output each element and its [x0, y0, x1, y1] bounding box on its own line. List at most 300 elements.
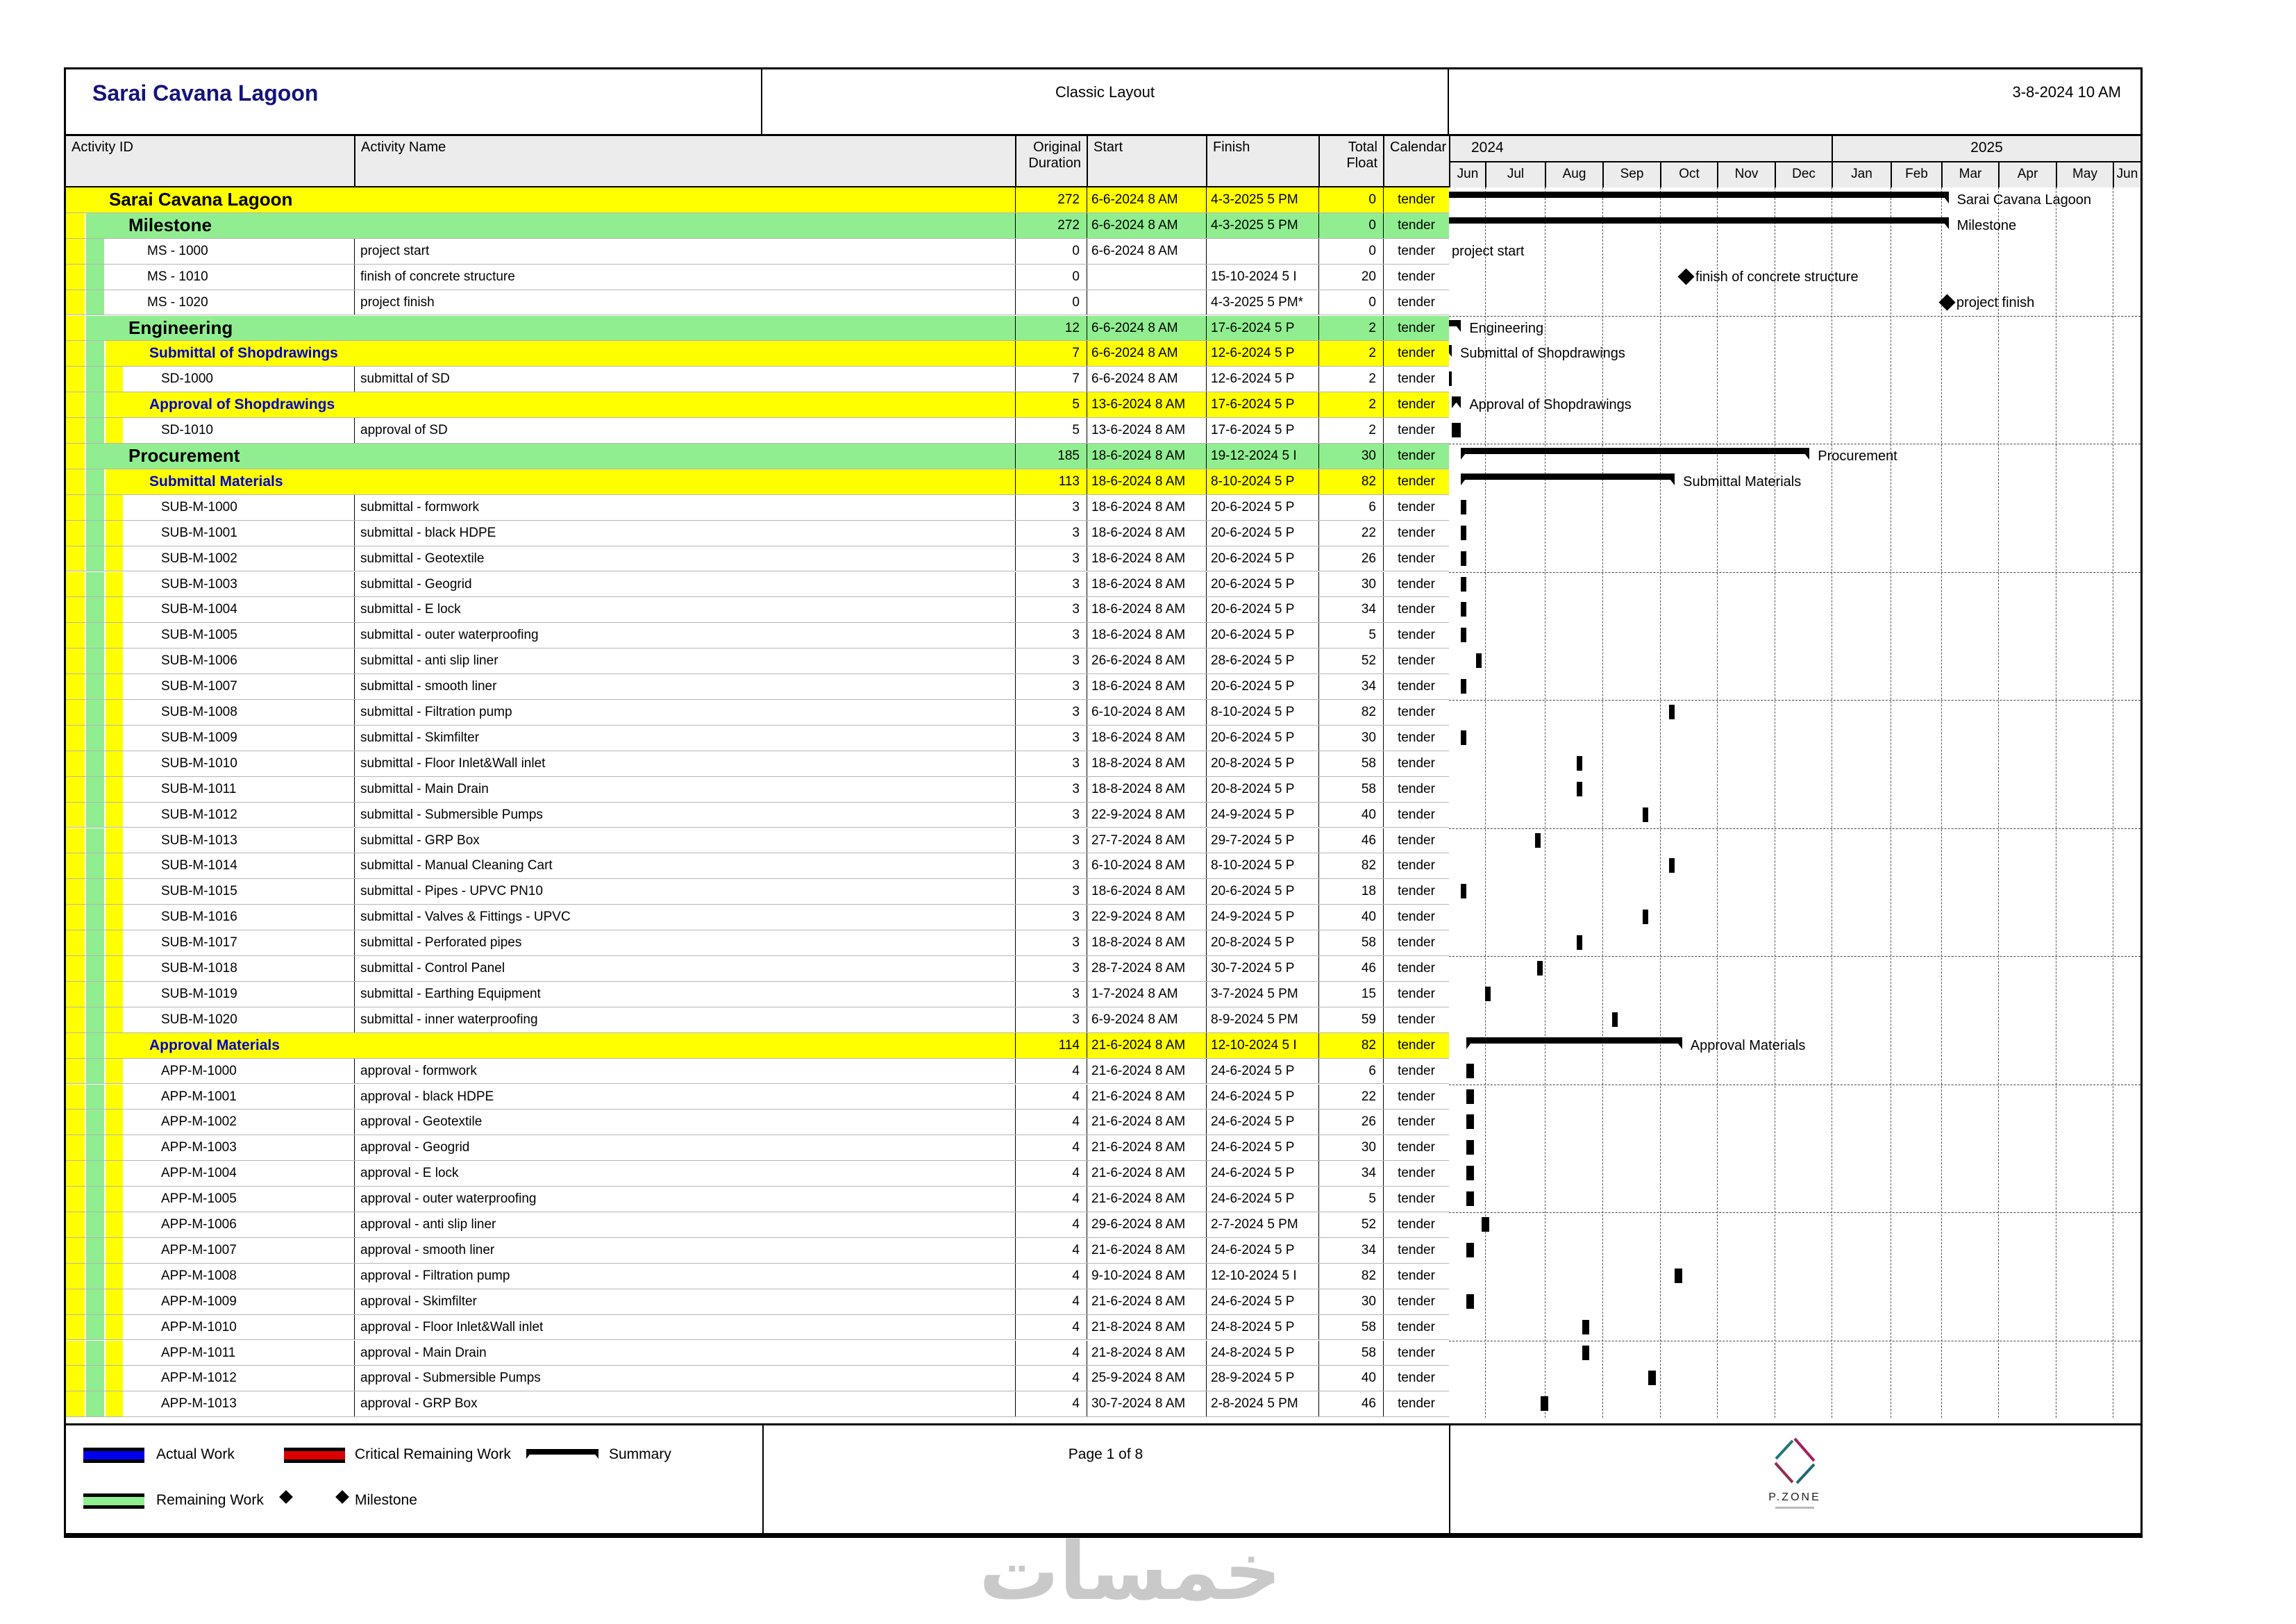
table-row-cells: [66, 1187, 1449, 1212]
cell-finish: 20-6-2024 5 P: [1206, 726, 1318, 751]
cell-start: 21-6-2024 8 AM: [1087, 1110, 1206, 1135]
cell-total-float: 5: [1318, 1187, 1383, 1212]
table-row: [66, 187, 2140, 213]
col-header-finish: Finish: [1206, 136, 1318, 186]
cell-finish: 17-6-2024 5 P: [1206, 418, 1318, 443]
wbs-indent-band: [86, 367, 106, 392]
table-row-cells: [66, 495, 1449, 521]
cell-start: 9-10-2024 8 AM: [1087, 1264, 1206, 1289]
cell-activity-id: SUB-M-1009: [161, 730, 237, 745]
gantt-summary-bar: [1449, 217, 1949, 224]
wbs-indent-band: [106, 495, 124, 520]
timescale-month: Feb: [1891, 161, 1941, 187]
cell-activity-name: submittal - Manual Cleaning Cart: [354, 853, 1015, 878]
table-row-cells: [66, 367, 1449, 392]
wbs-indent-band: [66, 469, 86, 494]
gantt-summary-end-triangle: [1940, 217, 1949, 229]
cell-calendar: tender: [1383, 495, 1449, 520]
gantt-task-bar: [1466, 1089, 1474, 1104]
cell-calendar: tender: [1383, 392, 1449, 417]
gantt-row: [1449, 239, 2140, 265]
cell-activity-name: approval of SD: [354, 418, 1015, 443]
wbs-indent-band: [66, 803, 86, 828]
wbs-indent-band: [66, 495, 86, 520]
gantt-row: [1449, 392, 2140, 418]
cell-calendar: tender: [1383, 1161, 1449, 1186]
cell-total-float: 40: [1318, 1366, 1383, 1391]
gantt-task-bar: [1466, 1140, 1474, 1155]
table-row: [66, 444, 2140, 469]
cell-finish: 20-8-2024 5 P: [1206, 930, 1318, 955]
gantt-row: [1449, 700, 2140, 726]
gantt-task-bar: [1466, 1191, 1474, 1206]
wbs-indent-band: [86, 1161, 106, 1186]
gantt-summary-bar: [1461, 474, 1675, 480]
gantt-row: [1449, 341, 2140, 367]
cell-start: 6-10-2024 8 AM: [1087, 700, 1206, 725]
gantt-row: [1449, 597, 2140, 623]
cell-original-duration: 0: [1015, 239, 1087, 264]
cell-activity-name: submittal - Pipes - UPVC PN10: [354, 879, 1015, 904]
cell-activity-id: SUB-M-1007: [161, 679, 237, 694]
table-row: [66, 1264, 2140, 1289]
cell-start: 18-6-2024 8 AM: [1087, 469, 1206, 494]
cell-finish: 12-10-2024 5 I: [1206, 1264, 1318, 1289]
wbs-indent-band: [66, 853, 86, 878]
cell-original-duration: 3: [1015, 1007, 1087, 1032]
wbs-indent-band: [106, 853, 124, 878]
gantt-row: [1449, 290, 2140, 316]
gantt-row: [1449, 1085, 2140, 1110]
cell-start: 6-6-2024 8 AM: [1087, 316, 1206, 341]
logo-tagline: [1775, 1507, 1814, 1509]
cell-total-float: 40: [1318, 803, 1383, 828]
wbs-indent-band: [66, 239, 86, 264]
cell-activity-id: APP-M-1011: [161, 1345, 236, 1360]
table-row-cells: [66, 572, 1449, 598]
cell-group-name: Submittal Materials: [149, 473, 283, 489]
cell-start: 18-6-2024 8 AM: [1087, 546, 1206, 571]
cell-original-duration: 3: [1015, 674, 1087, 699]
cell-total-float: 30: [1318, 1289, 1383, 1314]
wbs-indent-band: [106, 418, 124, 443]
table-row: [66, 674, 2140, 700]
cell-total-float: 2: [1318, 341, 1383, 366]
table-row: [66, 1110, 2140, 1135]
cell-activity-name: approval - outer waterproofing: [354, 1187, 1015, 1212]
table-row: [66, 1059, 2140, 1085]
gantt-row: [1449, 648, 2140, 674]
table-row: [66, 982, 2140, 1007]
table-row: [66, 726, 2140, 751]
gantt-summary-end-triangle: [1666, 474, 1675, 485]
gantt-bar-label: Approval Materials: [1690, 1037, 1806, 1053]
gantt-summary-end-triangle: [1673, 1037, 1682, 1049]
timescale-month: Jul: [1485, 161, 1545, 187]
cell-activity-id: SUB-M-1020: [161, 1012, 237, 1027]
cell-finish: 2-7-2024 5 PM: [1206, 1212, 1318, 1237]
wbs-indent-band: [66, 879, 86, 904]
wbs-indent-band: [66, 648, 86, 673]
table-row: [66, 828, 2140, 854]
gantt-row: [1449, 777, 2140, 803]
wbs-indent-band: [106, 930, 124, 955]
cell-original-duration: 4: [1015, 1391, 1087, 1416]
table-row: [66, 290, 2140, 316]
cell-total-float: 82: [1318, 1264, 1383, 1289]
cell-original-duration: 3: [1015, 623, 1087, 648]
schedule-report-sheet: [66, 69, 2140, 1536]
table-row: [66, 905, 2140, 930]
gantt-row: [1449, 1161, 2140, 1187]
cell-original-duration: 4: [1015, 1315, 1087, 1340]
wbs-indent-band: [86, 1238, 106, 1263]
gantt-row: [1449, 316, 2140, 342]
table-row-cells: [66, 1264, 1449, 1289]
table-row: [66, 1366, 2140, 1391]
cell-calendar: tender: [1383, 1341, 1449, 1366]
gantt-summary-end-triangle: [1452, 320, 1461, 332]
company-logo: [1753, 1435, 1836, 1509]
cell-activity-id: SUB-M-1002: [161, 551, 237, 566]
wbs-indent-band: [106, 1110, 124, 1135]
cell-total-float: 26: [1318, 1110, 1383, 1135]
table-row: [66, 648, 2140, 674]
legend-footer-band: [66, 1423, 2140, 1536]
cell-finish: 8-10-2024 5 P: [1206, 700, 1318, 725]
print-date: 3-8-2024 10 AM: [2012, 83, 2121, 101]
cell-original-duration: 3: [1015, 726, 1087, 751]
cell-activity-id: APP-M-1007: [161, 1242, 237, 1257]
wbs-indent-band: [66, 1007, 86, 1032]
cell-original-duration: 12: [1015, 316, 1087, 341]
cell-total-float: 18: [1318, 879, 1383, 904]
cell-calendar: tender: [1383, 648, 1449, 673]
wbs-indent-band: [106, 674, 124, 699]
wbs-indent-band: [66, 1289, 86, 1314]
wbs-indent-band: [106, 751, 124, 776]
cell-start: 21-6-2024 8 AM: [1087, 1059, 1206, 1084]
cell-calendar: tender: [1383, 674, 1449, 699]
gantt-summary-start-triangle: [1461, 474, 1470, 485]
gantt-task-bar: [1461, 551, 1466, 566]
cell-calendar: tender: [1383, 751, 1449, 776]
gantt-task-bar: [1466, 1064, 1474, 1078]
table-row: [66, 213, 2140, 239]
cell-original-duration: 3: [1015, 572, 1087, 597]
gantt-summary-end-triangle: [1449, 345, 1452, 357]
gantt-task-bar: [1466, 1166, 1474, 1180]
gantt-summary-end-triangle: [1800, 448, 1809, 460]
wbs-indent-band: [86, 956, 106, 981]
wbs-indent-band: [66, 1059, 86, 1084]
table-row-cells: [66, 290, 1449, 316]
cell-total-float: 22: [1318, 521, 1383, 546]
cell-original-duration: 3: [1015, 905, 1087, 930]
wbs-indent-band: [66, 521, 86, 546]
cell-activity-id: SUB-M-1000: [161, 499, 237, 514]
timescale-month: Dec: [1775, 161, 1832, 187]
gantt-task-bar: [1461, 628, 1466, 642]
cell-activity-id: SD-1000: [161, 371, 213, 387]
cell-total-float: 0: [1318, 239, 1383, 264]
wbs-indent-band: [66, 341, 86, 366]
cell-total-float: 40: [1318, 905, 1383, 930]
cell-finish: 24-6-2024 5 P: [1206, 1289, 1318, 1314]
gantt-task-bar: [1485, 987, 1491, 1001]
cell-start: 13-6-2024 8 AM: [1087, 392, 1206, 417]
gantt-row: [1449, 1289, 2140, 1315]
wbs-indent-band: [106, 1315, 124, 1340]
table-row: [66, 1187, 2140, 1212]
cell-calendar: tender: [1383, 290, 1449, 315]
cell-start: 6-6-2024 8 AM: [1087, 239, 1206, 264]
wbs-indent-band: [66, 316, 86, 341]
cell-start: 29-6-2024 8 AM: [1087, 1212, 1206, 1237]
cell-start: 18-8-2024 8 AM: [1087, 930, 1206, 955]
timescale-month: Mar: [1941, 161, 1998, 187]
cell-total-float: 82: [1318, 469, 1383, 494]
cell-calendar: tender: [1383, 418, 1449, 443]
wbs-indent-band: [66, 1187, 86, 1212]
table-row: [66, 1007, 2140, 1033]
table-row: [66, 239, 2140, 265]
cell-calendar: tender: [1383, 1238, 1449, 1263]
table-row-cells: [66, 1007, 1449, 1033]
cell-original-duration: 272: [1015, 187, 1087, 212]
wbs-indent-band: [86, 1391, 106, 1416]
cell-finish: 4-3-2025 5 PM: [1206, 187, 1318, 212]
cell-finish: 24-6-2024 5 P: [1206, 1161, 1318, 1186]
table-row-cells: [66, 1341, 1449, 1366]
table-row: [66, 956, 2140, 982]
table-row-cells: [66, 265, 1449, 290]
wbs-indent-band: [86, 751, 106, 776]
table-row-cells: [66, 1391, 1449, 1417]
cell-start: 21-6-2024 8 AM: [1087, 1238, 1206, 1263]
cell-calendar: tender: [1383, 777, 1449, 802]
gantt-row: [1449, 1187, 2140, 1212]
cell-activity-id: SUB-M-1016: [161, 910, 237, 925]
cell-calendar: tender: [1383, 341, 1449, 366]
cell-activity-id: SUB-M-1004: [161, 602, 237, 617]
cell-activity-name: submittal - Filtration pump: [354, 700, 1015, 725]
cell-calendar: tender: [1383, 623, 1449, 648]
wbs-indent-band: [86, 803, 106, 828]
gantt-row: [1449, 444, 2140, 469]
cell-original-duration: 4: [1015, 1187, 1087, 1212]
footer-divider: [762, 1425, 764, 1533]
cell-total-float: 59: [1318, 1007, 1383, 1032]
gantt-row: [1449, 1135, 2140, 1161]
cell-original-duration: 7: [1015, 341, 1087, 366]
gantt-row: [1449, 1264, 2140, 1289]
gantt-task-bar: [1669, 858, 1675, 873]
gantt-task-bar: [1577, 756, 1582, 771]
gantt-task-bar: [1452, 423, 1461, 437]
cell-finish: 29-7-2024 5 P: [1206, 828, 1318, 853]
gantt-task-bar: [1466, 1294, 1474, 1309]
cell-activity-id: SUB-M-1001: [161, 525, 237, 540]
table-row-cells: [66, 546, 1449, 572]
cell-finish: 4-3-2025 5 PM: [1206, 213, 1318, 238]
gantt-row: [1449, 674, 2140, 700]
table-row: [66, 1391, 2140, 1417]
legend-remaining-work-label: Remaining Work: [156, 1492, 264, 1508]
cell-finish: 15-10-2024 5 I: [1206, 265, 1318, 290]
wbs-indent-band: [66, 1161, 86, 1186]
wbs-indent-band: [86, 1187, 106, 1212]
gantt-row: [1449, 956, 2140, 982]
cell-finish: 24-6-2024 5 P: [1206, 1135, 1318, 1160]
cell-activity-id: SUB-M-1014: [161, 858, 237, 873]
table-row: [66, 495, 2140, 521]
wbs-indent-band: [106, 1341, 124, 1366]
table-row: [66, 1315, 2140, 1341]
timescale-month: Oct: [1660, 161, 1717, 187]
wbs-indent-band: [106, 648, 124, 673]
table-row-cells: [66, 853, 1449, 879]
wbs-indent-band: [66, 1212, 86, 1237]
wbs-indent-band: [66, 572, 86, 597]
col-header-start: Start: [1087, 136, 1206, 186]
wbs-indent-band: [66, 982, 86, 1007]
wbs-indent-band: [66, 1366, 86, 1391]
cell-start: 6-6-2024 8 AM: [1087, 341, 1206, 366]
gantt-task-bar: [1461, 884, 1466, 898]
cell-original-duration: 3: [1015, 828, 1087, 853]
cell-calendar: tender: [1383, 1135, 1449, 1160]
wbs-indent-band: [86, 674, 106, 699]
wbs-indent-band: [86, 777, 106, 802]
cell-activity-id: APP-M-1005: [161, 1191, 237, 1207]
gantt-row: [1449, 905, 2140, 930]
wbs-indent-band: [86, 648, 106, 673]
gantt-task-bar: [1669, 705, 1675, 719]
table-row: [66, 623, 2140, 648]
wbs-indent-band: [86, 700, 106, 725]
table-row-cells: [66, 623, 1449, 648]
wbs-indent-band: [66, 367, 86, 392]
cell-activity-name: submittal - E lock: [354, 597, 1015, 622]
cell-start: 21-8-2024 8 AM: [1087, 1315, 1206, 1340]
table-row: [66, 1289, 2140, 1315]
timescale-year: 2024: [1449, 136, 1832, 161]
cell-activity-name: submittal - GRP Box: [354, 828, 1015, 853]
timescale-month: Jan: [1832, 161, 1891, 187]
cell-original-duration: 3: [1015, 879, 1087, 904]
wbs-indent-band: [66, 265, 86, 290]
cell-total-float: 2: [1318, 418, 1383, 443]
cell-total-float: 58: [1318, 1315, 1383, 1340]
wbs-indent-band: [106, 828, 124, 853]
wbs-indent-band: [106, 1391, 124, 1416]
timescale-month: Apr: [1998, 161, 2056, 187]
cell-activity-id: APP-M-1008: [161, 1268, 237, 1283]
wbs-indent-band: [106, 1238, 124, 1263]
wbs-indent-band: [86, 341, 106, 366]
gantt-row: [1449, 546, 2140, 572]
table-row-cells: [66, 1289, 1449, 1315]
wbs-indent-band: [106, 546, 124, 571]
wbs-indent-band: [86, 828, 106, 853]
table-row-cells: [66, 1059, 1449, 1085]
table-row: [66, 930, 2140, 956]
cell-total-float: 82: [1318, 700, 1383, 725]
table-row: [66, 521, 2140, 546]
gantt-row: [1449, 930, 2140, 956]
cell-start: 26-6-2024 8 AM: [1087, 648, 1206, 673]
wbs-indent-band: [86, 905, 106, 930]
wbs-indent-band: [106, 1007, 124, 1032]
timescale-month: Aug: [1545, 161, 1602, 187]
activity-table-and-gantt: [66, 187, 2140, 1418]
cell-start: 18-8-2024 8 AM: [1087, 751, 1206, 776]
cell-start: 18-6-2024 8 AM: [1087, 597, 1206, 622]
cell-start: 13-6-2024 8 AM: [1087, 418, 1206, 443]
cell-original-duration: 3: [1015, 495, 1087, 520]
table-row: [66, 803, 2140, 828]
wbs-indent-band: [86, 726, 106, 751]
gantt-row: [1449, 1366, 2140, 1391]
cell-activity-name: submittal - Floor Inlet&Wall inlet: [354, 751, 1015, 776]
cell-activity-id: SUB-M-1012: [161, 807, 237, 822]
table-row: [66, 469, 2140, 495]
wbs-indent-band: [106, 597, 124, 622]
cell-calendar: tender: [1383, 444, 1449, 469]
cell-calendar: tender: [1383, 1212, 1449, 1237]
wbs-indent-band: [66, 726, 86, 751]
watermark: خمسات: [979, 1525, 1282, 1618]
gantt-row: [1449, 265, 2140, 290]
cell-finish: 24-6-2024 5 P: [1206, 1059, 1318, 1084]
wbs-indent-band: [86, 290, 106, 315]
wbs-indent-band: [66, 674, 86, 699]
timescale-month: Jun: [2113, 161, 2140, 187]
cell-calendar: tender: [1383, 930, 1449, 955]
cell-activity-id: APP-M-1010: [161, 1319, 237, 1334]
gantt-summary-bar: [1466, 1037, 1682, 1044]
cell-activity-name: submittal - formwork: [354, 495, 1015, 520]
table-row: [66, 1212, 2140, 1238]
cell-activity-name: submittal - smooth liner: [354, 674, 1015, 699]
wbs-indent-band: [106, 905, 124, 930]
wbs-indent-band: [66, 1264, 86, 1289]
cell-calendar: tender: [1383, 1289, 1449, 1314]
table-row-cells: [66, 213, 1449, 239]
table-row-cells: [66, 316, 1449, 342]
cell-finish: 17-6-2024 5 P: [1206, 392, 1318, 417]
summary-swatch-end-triangle: [591, 1449, 598, 1459]
table-row: [66, 316, 2140, 342]
gantt-bar-label: project finish: [1956, 294, 2035, 310]
cell-start: 18-8-2024 8 AM: [1087, 777, 1206, 802]
gantt-row: [1449, 495, 2140, 521]
cell-total-float: 30: [1318, 1135, 1383, 1160]
cell-original-duration: 4: [1015, 1366, 1087, 1391]
cell-finish: 8-9-2024 5 PM: [1206, 1007, 1318, 1032]
cell-activity-name: submittal of SD: [354, 367, 1015, 392]
cell-original-duration: 4: [1015, 1161, 1087, 1186]
cell-activity-name: approval - Submersible Pumps: [354, 1366, 1015, 1391]
table-row-cells: [66, 982, 1449, 1007]
cell-original-duration: 3: [1015, 853, 1087, 878]
cell-start: 18-6-2024 8 AM: [1087, 521, 1206, 546]
wbs-indent-band: [106, 521, 124, 546]
wbs-indent-band: [86, 1264, 106, 1289]
wbs-indent-band: [106, 1212, 124, 1237]
cell-activity-id: SUB-M-1010: [161, 755, 237, 771]
